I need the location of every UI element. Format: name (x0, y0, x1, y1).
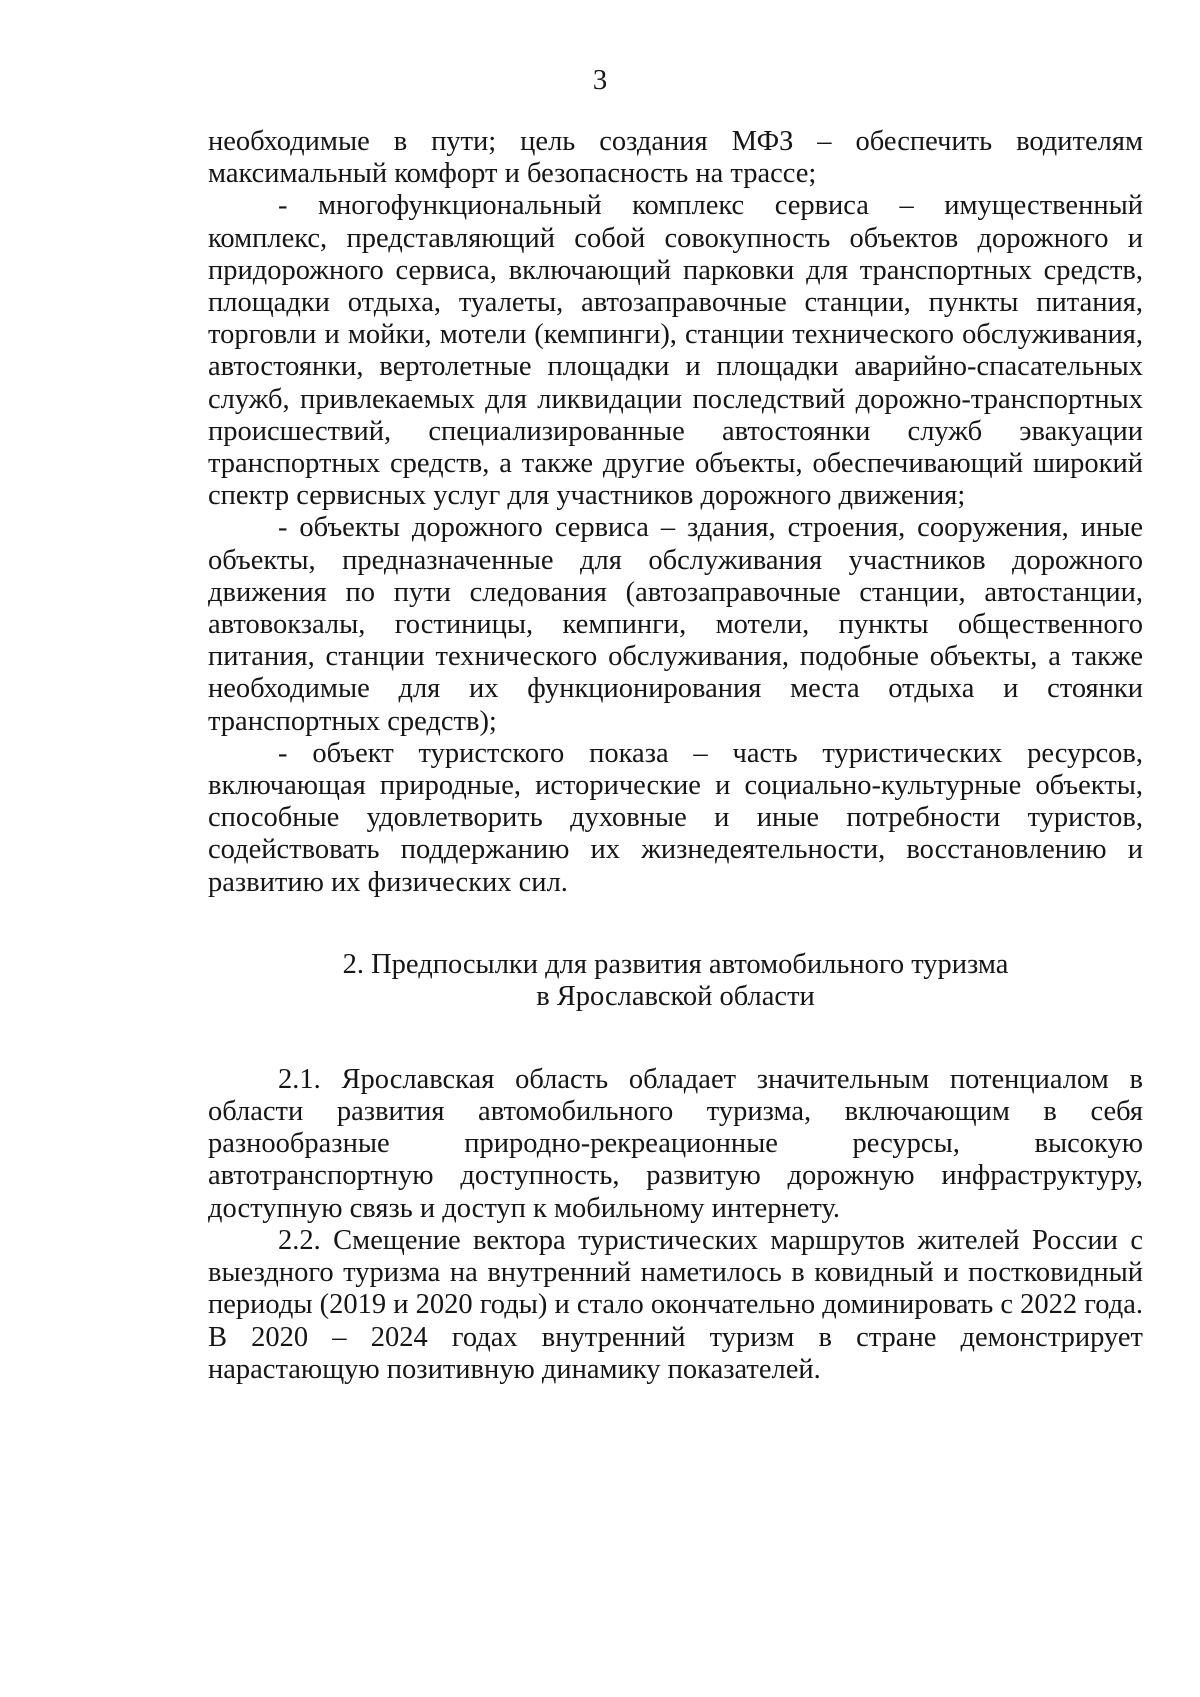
paragraph-2-2: 2.2. Смещение вектора туристических маршрутов жителей России с выездного туризма на внутренний наметилось в ковидный и постковидный периоды (2019 и 2020 годы) и стало окончательно доминировать с 2022 года. В 2020 – 2024 годах внутренний туризм в стране демонстрирует нарастающую позитивную динамику показателей. (208, 1224, 1143, 1385)
paragraph-tourist-display-object-definition: - объект туристского показа – часть туристических ресурсов, включающая природные, исторические и социально-культурные объекты, способные удовлетворить духовные и иные потребности туристов, содействовать поддержанию их жизнедеятельности, восстановлению и развитию их физических сил. (208, 737, 1143, 898)
paragraph-road-service-objects-definition: - объекты дорожного сервиса – здания, строения, сооружения, иные объекты, предназначенные для обслуживания участников дорожного движения по пути следования (автозаправочные станции, автостанции, автовокзалы, гостиницы, кемпинги, мотели, пункты общественного питания, станции технического обслуживания, подобные объекты, а также необходимые для их функционирования места отдыха и стоянки транспортных средств); (208, 512, 1143, 737)
paragraph-mfz-continuation: необходимые в пути; цель создания МФЗ – обеспечить водителям максимальный комфорт и безопасность на трассе; (208, 126, 1143, 190)
paragraph-2-1: 2.1. Ярославская область обладает значительным потенциалом в области развития автомобильного туризма, включающим в себя разнообразные природно-рекреационные ресурсы, высокую автотранспортную доступность, развитую дорожную инфраструктуру, доступную связь и доступ к мобильному интернету. (208, 1063, 1143, 1224)
document-body (208, 126, 1143, 1386)
section-heading-line2: в Ярославской области (536, 981, 815, 1013)
paragraph-service-complex-definition: - многофункциональный комплекс сервиса – имущественный комплекс, представляющий собой совокупность объектов дорожного и придорожного сервиса, включающий парковки для транспортных средств, площадки отдыха, туалеты, автозаправочные станции, пункты питания, торговли и мойки, мотели (кемпинги), станции технического обслуживания, автостоянки, вертолетные площадки и площадки аварийно-спасательных служб, привлекаемых для ликвидации последствий дорожно-транспортных происшествий, специализированные автостоянки служб эвакуации транспортных средств, а также другие объекты, обеспечивающий широкий спектр сервисных услуг для участников дорожного движения; (208, 190, 1143, 512)
page-number: 3 (592, 64, 608, 96)
section-heading-line1: 2. Предпосылки для развития автомобильного туризма (342, 948, 1009, 980)
section-heading (208, 949, 1143, 1014)
